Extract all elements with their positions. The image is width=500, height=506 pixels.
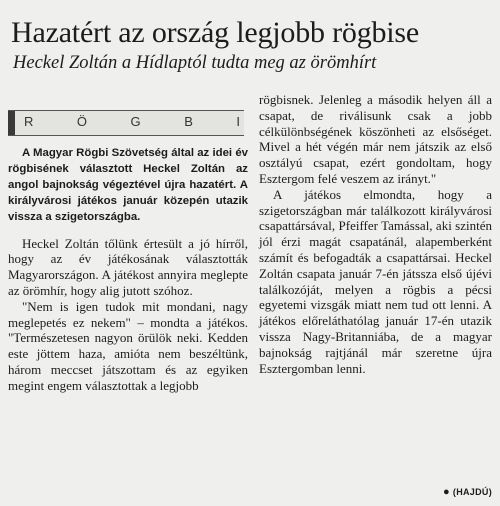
left-column [8,92,248,394]
author-name: (HAJDÚ) [452,487,492,497]
body-paragraph: Heckel Zoltán tőlünk értesült a jó hírről, hogy az év játékosának választották Magyarországon. A játékost annyira meglepte az örömhír, hogy alig jutott szóhoz. [8,235,248,298]
rubric-letter: G [130,114,141,129]
rubric-marker [8,111,15,135]
body-paragraph: rögbisnek. Jelenleg a második helyen áll a csapat, de riválisunk csak a jobb célkülönbségének köszönheti az elsőséget. Mivel a hét végén már nem játszik az első osztályú csapat, ezért gondoltam, hogy Esztergom felé veszem az irányt." [259,92,492,186]
rubric-letter: I [236,114,240,129]
article-columns [8,92,492,502]
subheadline: Heckel Zoltán a Hídlaptól tudta meg az örömhírt [13,53,377,73]
right-body [259,92,492,376]
rubric-letter: B [184,114,193,129]
body-paragraph: A játékos elmondta, hogy a szigetországban már találkozott királyvárosi csapattársával, Pfeiffer Tamással, aki szintén jól érzi magát csapatánál, alapemberként számít és befogadták a csapattársai. Heckel Zoltán csapata január 7-én játssza első újévi találkozóját, melyen a rögbis a pécsi egyetemi vizsgák miatt nem tud ott lenni. A játékos előreláthatólag január 17-én utazik vissza Nagy-Britanniába, de a magyar bajnokság rajtjánál már szeretne újra Esztergomban lenni. [259,186,492,376]
author-signature [443,486,492,498]
right-column [259,92,492,376]
body-paragraph: "Nem is igen tudok mit mondani, nagy meglepetés ez nekem" – mondta a játékos. "Természetesen nagyon örülök neki. Kedden este jöttem haza, amióta nem beszéltünk, három meccset játszottam és az egyiken megint engem választottak a legjobb [8,298,248,393]
rubric-label [24,114,240,129]
lead-paragraph: A Magyar Rögbi Szövetség által az idei év rögbisének választott Heckel Zoltán az angol bajnokság végeztével újra hazatért. A királyvárosi játékos január közepén utazik vissza a szigetországba. [8,147,248,223]
rubric-letter: R [24,114,34,129]
bullet-icon: ● [442,486,450,498]
headline: Hazatért az ország legjobb rögbise [11,16,420,49]
rubric-bar [8,110,244,136]
left-body [8,236,248,394]
rubric-letter: Ö [76,114,88,129]
